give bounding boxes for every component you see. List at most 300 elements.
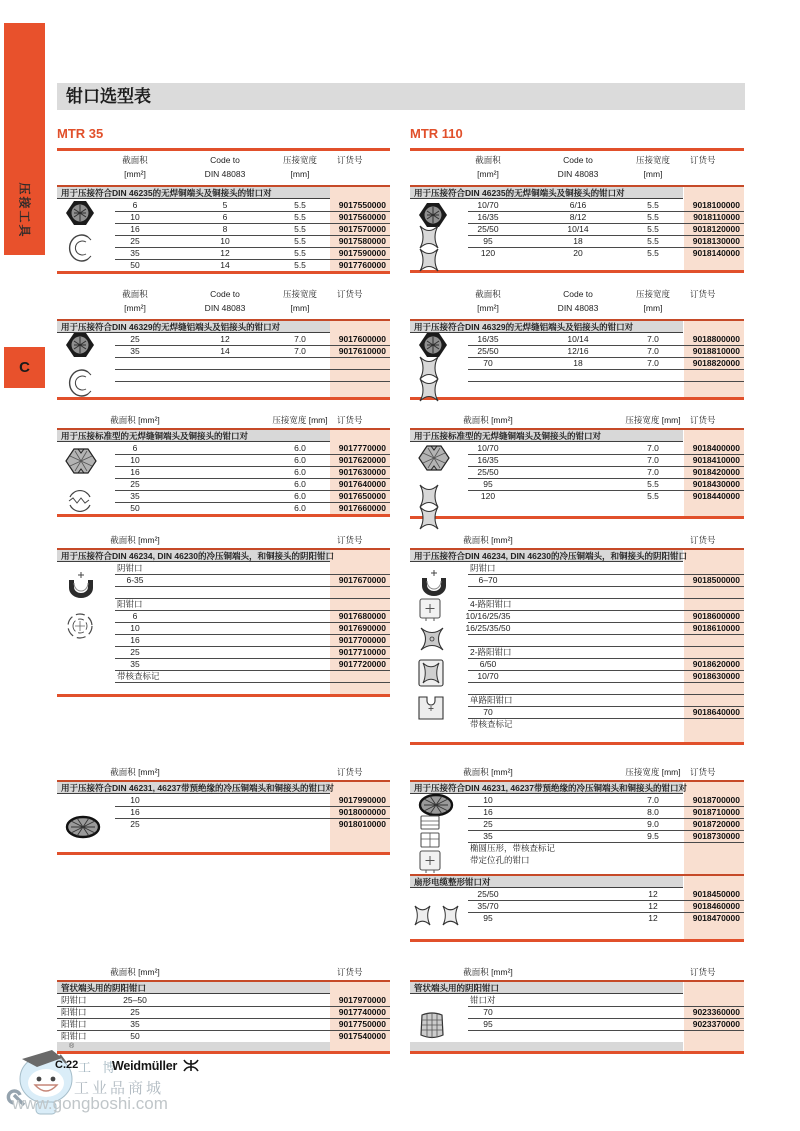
table-row (57, 369, 390, 381)
order-number: 9017550000 (338, 200, 386, 210)
table-bottom-rule (57, 397, 390, 400)
cell-value: 8.0 (647, 807, 659, 817)
row-label: 阴钳口 (61, 995, 87, 1005)
table-row (57, 199, 390, 211)
order-number: 9017640000 (338, 479, 386, 489)
table-row (410, 806, 744, 818)
oval-hatch-icon (65, 815, 101, 844)
cell-value: 35/70 (477, 901, 499, 911)
column-header: 订货号 (337, 155, 363, 165)
table-row (410, 1030, 744, 1042)
order-number: 9018710000 (692, 807, 740, 817)
sidebar-tab-crimping-tools[interactable] (4, 23, 45, 255)
order-number: 9017680000 (338, 611, 386, 621)
column-header: 截面积 [mm²] (463, 967, 513, 977)
table-row (410, 357, 744, 369)
table-row (410, 333, 744, 345)
order-number: 9017760000 (338, 260, 386, 270)
row-separator (468, 369, 744, 370)
order-number: 9017970000 (338, 995, 386, 1005)
table-subheader-row (410, 842, 744, 854)
order-number: 9017540000 (338, 1031, 386, 1041)
cell-value: 7.0 (647, 358, 659, 368)
cell-value: 10 (220, 236, 230, 246)
cell-value: 25 (483, 819, 493, 829)
cell-value: 5.5 (294, 224, 306, 234)
cell-value: 25/50 (477, 467, 499, 477)
cell-value: 10 (130, 455, 140, 465)
cell-value: 12 (648, 889, 658, 899)
cell-value: 35 (130, 491, 140, 501)
cell-value: 5.5 (647, 491, 659, 501)
table-row (57, 235, 390, 247)
cell-value: 10/14 (567, 224, 589, 234)
column-header: DIN 48083 (557, 303, 599, 313)
column-header: 订货号 (337, 967, 363, 977)
order-number: 9018720000 (692, 819, 740, 829)
table-bottom-rule (57, 852, 390, 855)
cell-value: 12 (648, 901, 658, 911)
basket-icon (418, 1010, 446, 1045)
table-mtr110-din46329 (410, 285, 744, 400)
table-row (57, 381, 390, 393)
cell-value: 70 (483, 1007, 493, 1017)
row-separator (115, 586, 390, 587)
section-header: 用于压接标准型的无焊缝铜端头及铜接头的钳口对 (410, 430, 683, 442)
cell-value: 16 (130, 467, 140, 477)
subheader-label: 4-路阳钳口 (470, 599, 512, 609)
cell-value: 120 (480, 491, 496, 501)
cell-value: 5.5 (294, 200, 306, 210)
column-header: 压接宽度 [mm] (625, 415, 681, 425)
subheader-label: 2-路阳钳口 (470, 647, 512, 657)
section-header: 用于压接符合DIN 46235的无焊铜端头及铜接头的钳口对 (57, 187, 330, 199)
order-number: 9017770000 (338, 443, 386, 453)
table-row (410, 574, 744, 586)
section-header: 用于压接符合DIN 46231, 46237带预绝缘的冷压铜端头和铜接头的钳口对 (410, 782, 683, 794)
cell-value: 6–70 (478, 575, 498, 585)
order-number: 9017610000 (338, 346, 386, 356)
watermark-url-text: www.gongboshi.com (12, 1094, 168, 1113)
hex-crimp-icon (65, 330, 95, 365)
page-title (57, 83, 745, 110)
cell-value: 9.0 (647, 819, 659, 829)
cell-value: 5.5 (647, 224, 659, 234)
table-row (410, 610, 744, 622)
order-number: 9017750000 (338, 1019, 386, 1029)
cell-value: 50 (130, 1031, 140, 1041)
column-header: Code to (210, 289, 240, 299)
order-number: 9018620000 (692, 659, 740, 669)
column-header: 订货号 (337, 415, 363, 425)
table-bottom-rule (57, 514, 390, 517)
subheader-label: 带核查标记 (117, 671, 160, 681)
u-box-icon (418, 696, 444, 725)
table-row (410, 490, 744, 502)
column-header: 截面积 (475, 155, 501, 165)
order-number: 9018470000 (692, 913, 740, 923)
c-ring-icon (65, 232, 95, 269)
x-bowtie-icon (418, 247, 440, 278)
column-header: 压接宽度 (282, 289, 318, 299)
cell-value: 6.0 (294, 443, 306, 453)
column-header: 截面积 (122, 155, 148, 165)
cell-value: 16 (483, 807, 493, 817)
table-row (410, 235, 744, 247)
x-bowtie-icon (418, 505, 440, 536)
cell-value: 25 (130, 479, 140, 489)
order-number: 9017660000 (338, 503, 386, 513)
section-header: 扇形电缆整形钳口对 (410, 876, 683, 888)
table-row (57, 247, 390, 259)
table-row (410, 670, 744, 682)
column-header: DIN 48083 (557, 169, 599, 179)
section-header: 用于压接符合DIN 46231, 46237带预绝缘的冷压铜端头和铜接头的钳口对 (57, 782, 330, 794)
column-header: 订货号 (337, 535, 363, 545)
table-bottom-rule (410, 1051, 744, 1054)
column-header: 压接宽度 (635, 155, 671, 165)
table-row (57, 634, 390, 646)
cell-value: 6.0 (294, 467, 306, 477)
order-number: 9018110000 (693, 212, 740, 222)
table-row (57, 478, 390, 490)
row-separator (115, 381, 390, 382)
table-subheader-row (410, 694, 744, 706)
order-number: 9018410000 (692, 455, 740, 465)
order-number: 9017630000 (338, 467, 386, 477)
column-header: [mm²] (124, 169, 146, 179)
order-number: 9023360000 (692, 1007, 740, 1017)
section-header: 用于压接符合DIN 46329的无焊缝铝端头及铝接头的钳口对 (410, 321, 683, 333)
cell-value: 95 (483, 913, 493, 923)
cell-value: 50 (130, 503, 140, 513)
table-row (410, 199, 744, 211)
order-number: 9017570000 (338, 224, 386, 234)
table-subheader-row (410, 854, 744, 866)
table-row (410, 658, 744, 670)
order-number: 9017700000 (338, 635, 386, 645)
cell-value: 35 (130, 248, 140, 258)
order-number: 9018460000 (692, 901, 740, 911)
table-row (57, 682, 390, 694)
table-row (57, 454, 390, 466)
cell-value: 18 (573, 236, 583, 246)
table-mtr35-din46329 (57, 285, 390, 400)
order-number: 9018820000 (692, 358, 740, 368)
table-row (410, 466, 744, 478)
table-row (57, 994, 390, 1006)
table-row (57, 806, 390, 818)
cell-value: 5.5 (647, 479, 659, 489)
cell-value: 95 (483, 1019, 493, 1029)
cell-value: 6 (222, 212, 228, 222)
cell-value: 6-35 (126, 575, 144, 585)
sidebar-section-letter[interactable] (4, 347, 45, 388)
table-mtr35-tubular (57, 965, 390, 1054)
order-number: 9018440000 (692, 491, 740, 501)
table-row (57, 610, 390, 622)
column-header: [mm] (643, 303, 663, 313)
order-number: 9017670000 (338, 575, 386, 585)
cell-value: 16/35 (477, 334, 499, 344)
column-header: 订货号 (337, 767, 363, 777)
column-header: 截面积 (475, 289, 501, 299)
cell-value: 7.0 (647, 346, 659, 356)
cell-value: 10 (483, 795, 493, 805)
order-number: 9017650000 (338, 491, 386, 501)
table-row (57, 223, 390, 235)
cell-value: 16 (130, 635, 140, 645)
subheader-label: 阴钳口 (470, 563, 496, 573)
table-row (57, 646, 390, 658)
row-separator (115, 357, 390, 358)
table-row (57, 259, 390, 271)
wave-ring-icon (65, 486, 95, 521)
cell-value: 10 (130, 212, 140, 222)
table-row (57, 1018, 390, 1030)
order-number: 9017740000 (338, 1007, 386, 1017)
subheader-label: 阳钳口 (117, 599, 143, 609)
column-header: 订货号 (690, 967, 716, 977)
cell-value: 6/16 (569, 200, 587, 210)
row-separator (468, 1030, 744, 1031)
column-header: 订货号 (337, 289, 363, 299)
column-header: 截面积 [mm²] (463, 415, 513, 425)
table-row (410, 634, 744, 646)
table-mtr110-din46231 (410, 765, 744, 942)
order-number: 9018600000 (692, 611, 740, 621)
weidmueller-logo-icon (183, 1058, 199, 1073)
order-number: 9017560000 (338, 212, 386, 222)
column-header: [mm] (290, 169, 310, 179)
column-header: 截面积 [mm²] (110, 535, 160, 545)
order-number: 9018640000 (692, 707, 740, 717)
column-header: 压接宽度 [mm] (272, 415, 328, 425)
product-title-mtr35: MTR 35 (57, 126, 104, 141)
section-letter-text: C (19, 359, 30, 376)
order-number: 9018140000 (692, 248, 740, 258)
cell-value: 16/35 (477, 455, 499, 465)
cell-value: 5.5 (294, 260, 306, 270)
cell-value: 6.0 (294, 455, 306, 465)
subheader-label: 阴钳口 (117, 563, 143, 573)
column-header: 截面积 [mm²] (110, 967, 160, 977)
table-row (410, 1018, 744, 1030)
table-subheader-row (57, 598, 390, 610)
table-bottom-rule (57, 1051, 390, 1054)
table-row (410, 794, 744, 806)
cell-value: 5.5 (647, 236, 659, 246)
table-row (57, 574, 390, 586)
cell-value: 8 (222, 224, 228, 234)
order-number: 9018610000 (692, 623, 740, 633)
cell-value: 6 (132, 443, 138, 453)
cell-value: 16/35 (477, 212, 499, 222)
cell-value: 25/50 (477, 346, 499, 356)
sidebar-tab-label: 压接工具 (17, 182, 31, 239)
order-number: 9017710000 (338, 647, 386, 657)
table-row (410, 211, 744, 223)
order-number: 9017990000 (338, 795, 386, 805)
table-subheader-row (57, 670, 390, 682)
cell-value: 6.0 (294, 479, 306, 489)
subheader-label: 带定位孔的钳口 (470, 855, 530, 865)
column-header: 订货号 (690, 767, 716, 777)
table-mtr110-tubular (410, 965, 744, 1054)
order-number: 9018010000 (338, 819, 386, 829)
column-header: 订货号 (690, 535, 716, 545)
cell-value: 5.5 (647, 212, 659, 222)
column-header: [mm²] (477, 169, 499, 179)
table-row (410, 381, 744, 393)
brand-wordmark: Weidmüller (112, 1059, 178, 1073)
order-number: 9018450000 (692, 889, 740, 899)
table-mtr110-standard (410, 413, 744, 519)
column-header: 截面积 (122, 289, 148, 299)
cell-value: 6 (132, 611, 138, 621)
order-number: 9018000000 (338, 807, 386, 817)
order-number: 9017580000 (338, 236, 386, 246)
order-number: 9018420000 (692, 467, 740, 477)
cell-value: 14 (220, 260, 230, 270)
table-row (57, 818, 390, 830)
column-header: Code to (563, 289, 593, 299)
hex-crimp-icon (65, 198, 95, 233)
section-header: 管状端头用的阴阳钳口 (410, 982, 683, 994)
cell-value: 25 (130, 1007, 140, 1017)
table-row (410, 247, 744, 259)
table-subheader-row (410, 646, 744, 658)
row-label: 阳钳口 (61, 1007, 87, 1017)
row-separator (468, 682, 744, 683)
cell-value: 5.5 (647, 200, 659, 210)
cell-value: 5.5 (647, 248, 659, 258)
column-header: 截面积 [mm²] (110, 767, 160, 777)
cell-value: 50 (130, 260, 140, 270)
table-row (57, 490, 390, 502)
cell-value: 10/70 (477, 671, 499, 681)
cell-value: 6.0 (294, 491, 306, 501)
table-footer-band: ® (57, 1042, 330, 1051)
watermark-overlay-text: 工 博 (78, 1060, 120, 1075)
table-mtr110-din46234 (410, 533, 744, 745)
table-row (410, 622, 744, 634)
subheader-label: 带核查标记 (470, 719, 513, 729)
column-header: 订货号 (690, 155, 716, 165)
table-mtr35-din46235 (57, 148, 390, 274)
x-box-icon (418, 659, 444, 692)
cell-value: 25/50 (477, 224, 499, 234)
order-number: 9017600000 (338, 334, 386, 344)
cell-value: 25 (130, 819, 140, 829)
table-top-rule (57, 148, 390, 151)
cell-value: 7.0 (647, 443, 659, 453)
table-row (57, 502, 390, 514)
table-mtr35-din46234 (57, 533, 390, 697)
cell-value: 5.5 (294, 236, 306, 246)
cell-value: 10/70 (477, 200, 499, 210)
table-row (410, 1006, 744, 1018)
cell-value: 18 (573, 358, 583, 368)
row-separator (115, 598, 390, 599)
column-header: DIN 48083 (204, 303, 246, 313)
cell-value: 12 (220, 248, 230, 258)
cell-value: 70 (483, 358, 493, 368)
cell-value: 20 (573, 248, 583, 258)
cell-value: 70 (483, 707, 493, 717)
column-header: 订货号 (690, 415, 716, 425)
column-header: 压接宽度 (282, 155, 318, 165)
cell-value: 10/14 (567, 334, 589, 344)
order-number: 9018700000 (692, 795, 740, 805)
box-plus-icon (418, 597, 442, 628)
table-bottom-rule (410, 939, 744, 942)
table-row (57, 1030, 390, 1042)
row-label: 阳钳口 (61, 1031, 87, 1041)
cell-value: 95 (483, 236, 493, 246)
order-number: 9018100000 (692, 200, 740, 210)
table-row (410, 454, 744, 466)
cell-value: 120 (480, 248, 496, 258)
table-row (57, 1006, 390, 1018)
bowtie-pair-icon (414, 905, 462, 932)
cell-value: 35 (130, 346, 140, 356)
cell-value: 5.5 (294, 212, 306, 222)
row-separator (468, 381, 744, 382)
cell-value: 12/16 (567, 346, 589, 356)
row-separator (115, 369, 390, 370)
table-mtr110-din46235 (410, 148, 744, 273)
table-bottom-rule (410, 742, 744, 745)
table-row (410, 682, 744, 694)
table-row (410, 442, 744, 454)
cell-value: 10/16/25/35 (465, 611, 511, 621)
table-bottom-rule (410, 270, 744, 273)
table-row (410, 345, 744, 357)
table-subheader-row (410, 562, 744, 574)
page-number: C.22 (55, 1059, 79, 1071)
table-row (410, 888, 744, 900)
row-separator (468, 634, 744, 635)
table-subheader-row (57, 562, 390, 574)
table-bottom-rule (410, 397, 744, 400)
cell-value: 25 (130, 236, 140, 246)
table-bottom-rule (57, 271, 390, 274)
column-header: 截面积 [mm²] (463, 767, 513, 777)
order-number: 9018800000 (692, 334, 740, 344)
row-separator (468, 586, 744, 587)
cell-value: 7.0 (294, 346, 306, 356)
table-row (57, 442, 390, 454)
table-top-rule (410, 148, 744, 151)
row-label: 阳钳口 (61, 1019, 87, 1029)
order-number: 9017620000 (338, 455, 386, 465)
cell-value: 7.0 (647, 795, 659, 805)
column-header: DIN 48083 (204, 169, 246, 179)
table-row (410, 369, 744, 381)
table-bottom-rule (57, 694, 390, 697)
column-header: [mm] (290, 303, 310, 313)
order-number: 9018810000 (692, 346, 740, 356)
table-row (57, 466, 390, 478)
cell-value: 25 (130, 334, 140, 344)
order-number: 9018400000 (692, 443, 740, 453)
column-header: [mm²] (477, 303, 499, 313)
cell-value: 35 (130, 1019, 140, 1029)
order-number: 9023370000 (692, 1019, 740, 1029)
cell-value: 7.0 (647, 455, 659, 465)
cell-value: 10 (130, 623, 140, 633)
